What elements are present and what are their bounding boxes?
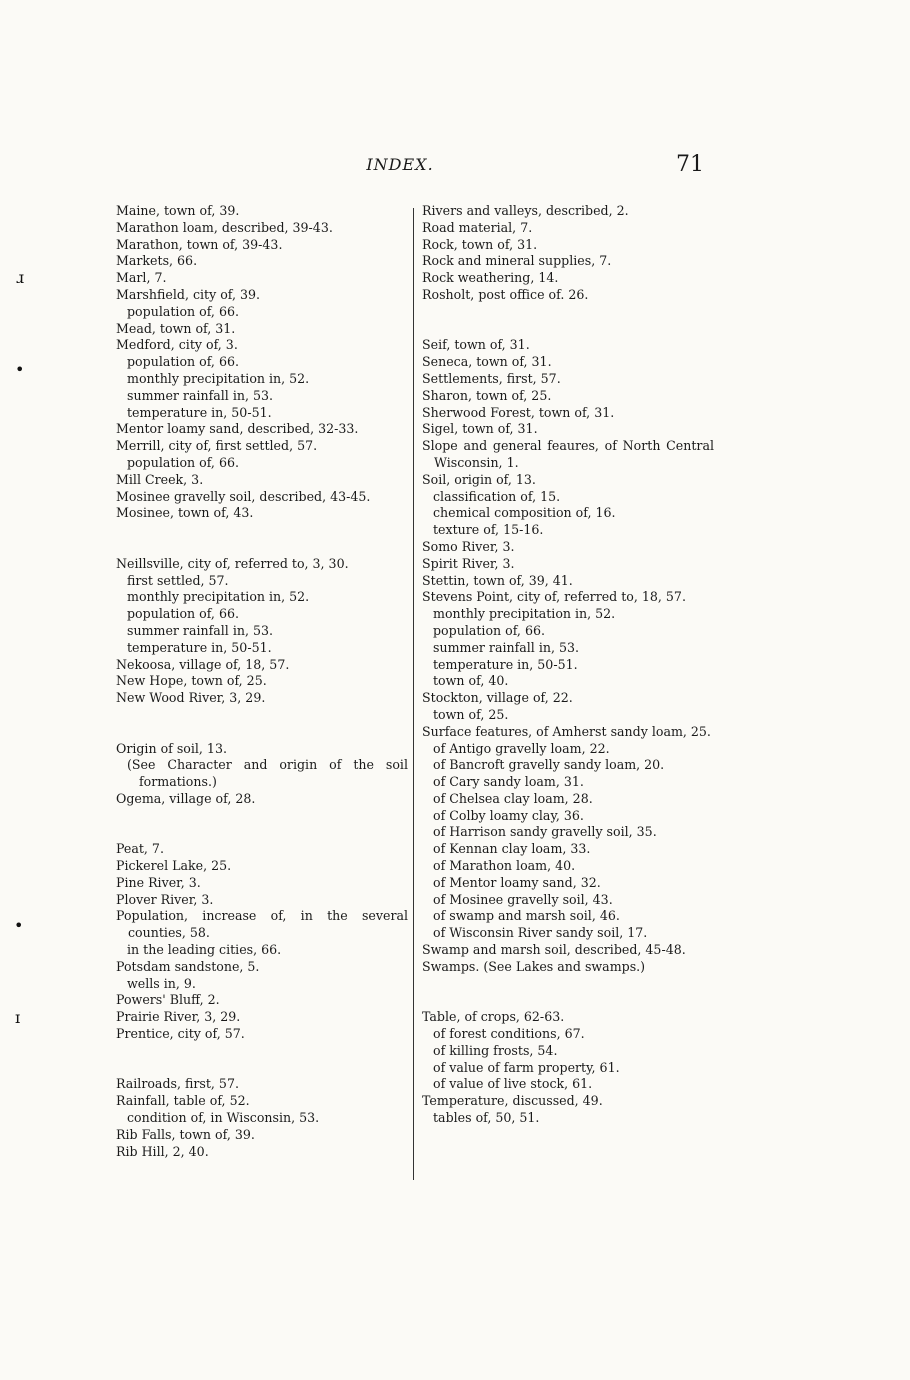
index-entry: Medford, city of, 3. bbox=[116, 337, 238, 353]
index-entry: Rock, town of, 31. bbox=[422, 236, 538, 252]
index-entry: Mill Creek, 3. bbox=[116, 471, 204, 487]
index-subentry: population of, 66. bbox=[433, 622, 545, 638]
index-subentry: temperature in, 50-51. bbox=[433, 656, 578, 672]
index-subentry: of Bancroft gravelly sandy loam, 20. bbox=[433, 757, 665, 773]
index-subentry: of Chelsea clay loam, 28. bbox=[433, 790, 593, 806]
index-entry: Somo River, 3. bbox=[422, 538, 515, 554]
index-entry: Rivers and valleys, described, 2. bbox=[422, 203, 629, 218]
index-entry: Marathon, town of, 39-43. bbox=[116, 236, 283, 252]
index-entry: Rib Hill, 2, 40. bbox=[116, 1143, 209, 1159]
margin-mark: • bbox=[15, 360, 25, 379]
index-entry: Rosholt, post office of. 26. bbox=[422, 286, 589, 302]
index-subentry: summer rainfall in, 53. bbox=[127, 622, 274, 638]
index-entry: Table, of crops, 62-63. bbox=[422, 1009, 565, 1025]
index-subentry: in the leading cities, 66. bbox=[127, 942, 282, 958]
index-entry: Marshfield, city of, 39. bbox=[116, 286, 261, 302]
index-entry: Settlements, first, 57. bbox=[422, 370, 561, 386]
index-entry: Sigel, town of, 31. bbox=[422, 421, 538, 437]
index-subentry: of Cary sandy loam, 31. bbox=[433, 774, 584, 790]
index-entry: Surface features, of Amherst sandy loam, 25. bbox=[422, 723, 711, 739]
index-entry: Rainfall, table of, 52. bbox=[116, 1093, 250, 1109]
letter-section-gap bbox=[422, 304, 714, 338]
letter-section-gap bbox=[422, 976, 714, 1010]
index-subentry: population of, 66. bbox=[127, 454, 239, 470]
index-subentry: monthly precipitation in, 52. bbox=[127, 589, 310, 605]
index-entry: Powers' Bluff, 2. bbox=[116, 992, 220, 1008]
index-subentry: town of, 25. bbox=[433, 706, 509, 722]
index-subentry: (See Character and origin of the soil formations.) bbox=[127, 757, 413, 790]
index-subentry: of forest conditions, 67. bbox=[433, 1026, 585, 1042]
index-subentry: classification of, 15. bbox=[433, 488, 561, 504]
index-entry: Seneca, town of, 31. bbox=[422, 354, 552, 370]
column-divider bbox=[413, 208, 414, 1180]
index-subentry: of value of live stock, 61. bbox=[433, 1076, 593, 1092]
index-subentry: town of, 40. bbox=[433, 673, 509, 689]
index-entry: Plover River, 3. bbox=[116, 891, 214, 907]
index-entry: Mentor loamy sand, described, 32-33. bbox=[116, 421, 359, 437]
index-subentry: of Marathon loam, 40. bbox=[433, 858, 576, 874]
index-subentry: of Mentor loamy sand, 32. bbox=[433, 874, 601, 890]
index-subentry: of swamp and marsh soil, 46. bbox=[433, 908, 620, 924]
letter-section-gap bbox=[116, 707, 408, 741]
index-entry: Population, increase of, in the several counties, 58. bbox=[116, 908, 413, 941]
page-title: INDEX. bbox=[366, 155, 434, 174]
index-subentry: temperature in, 50-51. bbox=[127, 404, 272, 420]
index-subentry: of Colby loamy clay, 36. bbox=[433, 807, 584, 823]
index-entry: Pickerel Lake, 25. bbox=[116, 858, 232, 874]
index-entry: Rock and mineral supplies, 7. bbox=[422, 253, 612, 269]
index-entry: Merrill, city of, first settled, 57. bbox=[116, 438, 318, 454]
index-entry: Mosinee, town of, 43. bbox=[116, 505, 254, 521]
index-column-left bbox=[116, 203, 413, 1160]
index-subentry: population of, 66. bbox=[127, 606, 239, 622]
index-entry: Seif, town of, 31. bbox=[422, 337, 530, 353]
index-subentry: of Antigo gravelly loam, 22. bbox=[433, 740, 610, 756]
index-subentry: tables of, 50, 51. bbox=[433, 1110, 540, 1126]
index-entry: Neillsville, city of, referred to, 3, 30. bbox=[116, 555, 349, 571]
index-entry: New Wood River, 3, 29. bbox=[116, 690, 266, 706]
margin-mark: ɹ bbox=[16, 268, 25, 287]
index-subentry: chemical composition of, 16. bbox=[433, 505, 616, 521]
index-subentry: of Harrison sandy gravelly soil, 35. bbox=[433, 824, 657, 840]
index-subentry: summer rainfall in, 53. bbox=[127, 387, 274, 403]
index-entry: Mead, town of, 31. bbox=[116, 320, 236, 336]
letter-section-gap bbox=[116, 1043, 408, 1077]
index-entry: Spirit River, 3. bbox=[422, 555, 515, 571]
index-subentry: condition of, in Wisconsin, 53. bbox=[127, 1110, 320, 1126]
index-entry: Stettin, town of, 39, 41. bbox=[422, 572, 573, 588]
margin-mark: • bbox=[14, 916, 24, 935]
index-subentry: of Kennan clay loam, 33. bbox=[433, 841, 591, 857]
index-subentry: of killing frosts, 54. bbox=[433, 1042, 558, 1058]
index-entry: Slope and general feaures, of North Central Wisconsin, 1. bbox=[422, 438, 719, 470]
index-subentry: monthly precipitation in, 52. bbox=[127, 370, 310, 386]
letter-section-gap bbox=[116, 808, 408, 842]
index-subentry: texture of, 15-16. bbox=[433, 522, 544, 538]
index-entry: Maine, town of, 39. bbox=[116, 203, 240, 218]
index-entry: Railroads, first, 57. bbox=[116, 1076, 239, 1092]
index-entry: Sherwood Forest, town of, 31. bbox=[422, 404, 615, 420]
index-entry: Road material, 7. bbox=[422, 219, 533, 235]
index-entry: Nekoosa, village of, 18, 57. bbox=[116, 656, 290, 672]
index-subentry: of Wisconsin River sandy soil, 17. bbox=[433, 925, 648, 941]
index-entry: Markets, 66. bbox=[116, 253, 198, 269]
index-entry: Peat, 7. bbox=[116, 841, 164, 857]
index-subentry: monthly precipitation in, 52. bbox=[433, 606, 616, 622]
index-entry: Marl, 7. bbox=[116, 270, 167, 286]
index-subentry: first settled, 57. bbox=[127, 572, 229, 588]
index-subentry: population of, 66. bbox=[127, 303, 239, 319]
index-entry: Rock weathering, 14. bbox=[422, 270, 559, 286]
page-number: 71 bbox=[676, 152, 704, 177]
index-entry: Stevens Point, city of, referred to, 18, 57. bbox=[422, 589, 686, 605]
index-subentry: of Mosinee gravelly soil, 43. bbox=[433, 891, 613, 907]
index-entry: New Hope, town of, 25. bbox=[116, 673, 267, 689]
index-entry: Swamps. (See Lakes and swamps.) bbox=[422, 958, 646, 974]
index-entry: Soil, origin of, 13. bbox=[422, 471, 536, 487]
index-subentry: temperature in, 50-51. bbox=[127, 639, 272, 655]
index-entry: Mosinee gravelly soil, described, 43-45. bbox=[116, 488, 371, 504]
index-entry: Pine River, 3. bbox=[116, 874, 201, 890]
index-entry: Temperature, discussed, 49. bbox=[422, 1093, 603, 1109]
index-entry: Stockton, village of, 22. bbox=[422, 690, 573, 706]
margin-mark: ɪ bbox=[15, 1008, 21, 1027]
index-entry: Marathon loam, described, 39-43. bbox=[116, 219, 333, 235]
index-entry: Origin of soil, 13. bbox=[116, 740, 227, 756]
index-column-right bbox=[422, 203, 719, 1127]
index-entry: Potsdam sandstone, 5. bbox=[116, 958, 260, 974]
index-entry: Prairie River, 3, 29. bbox=[116, 1009, 241, 1025]
index-subentry: wells in, 9. bbox=[127, 975, 196, 991]
index-subentry: population of, 66. bbox=[127, 354, 239, 370]
index-entry: Ogema, village of, 28. bbox=[116, 790, 256, 806]
index-subentry: summer rainfall in, 53. bbox=[433, 639, 580, 655]
index-entry: Prentice, city of, 57. bbox=[116, 1026, 245, 1042]
letter-section-gap bbox=[116, 522, 408, 556]
index-subentry: of value of farm property, 61. bbox=[433, 1059, 620, 1075]
index-entry: Sharon, town of, 25. bbox=[422, 387, 552, 403]
index-entry: Rib Falls, town of, 39. bbox=[116, 1126, 255, 1142]
index-entry: Swamp and marsh soil, described, 45-48. bbox=[422, 942, 686, 958]
